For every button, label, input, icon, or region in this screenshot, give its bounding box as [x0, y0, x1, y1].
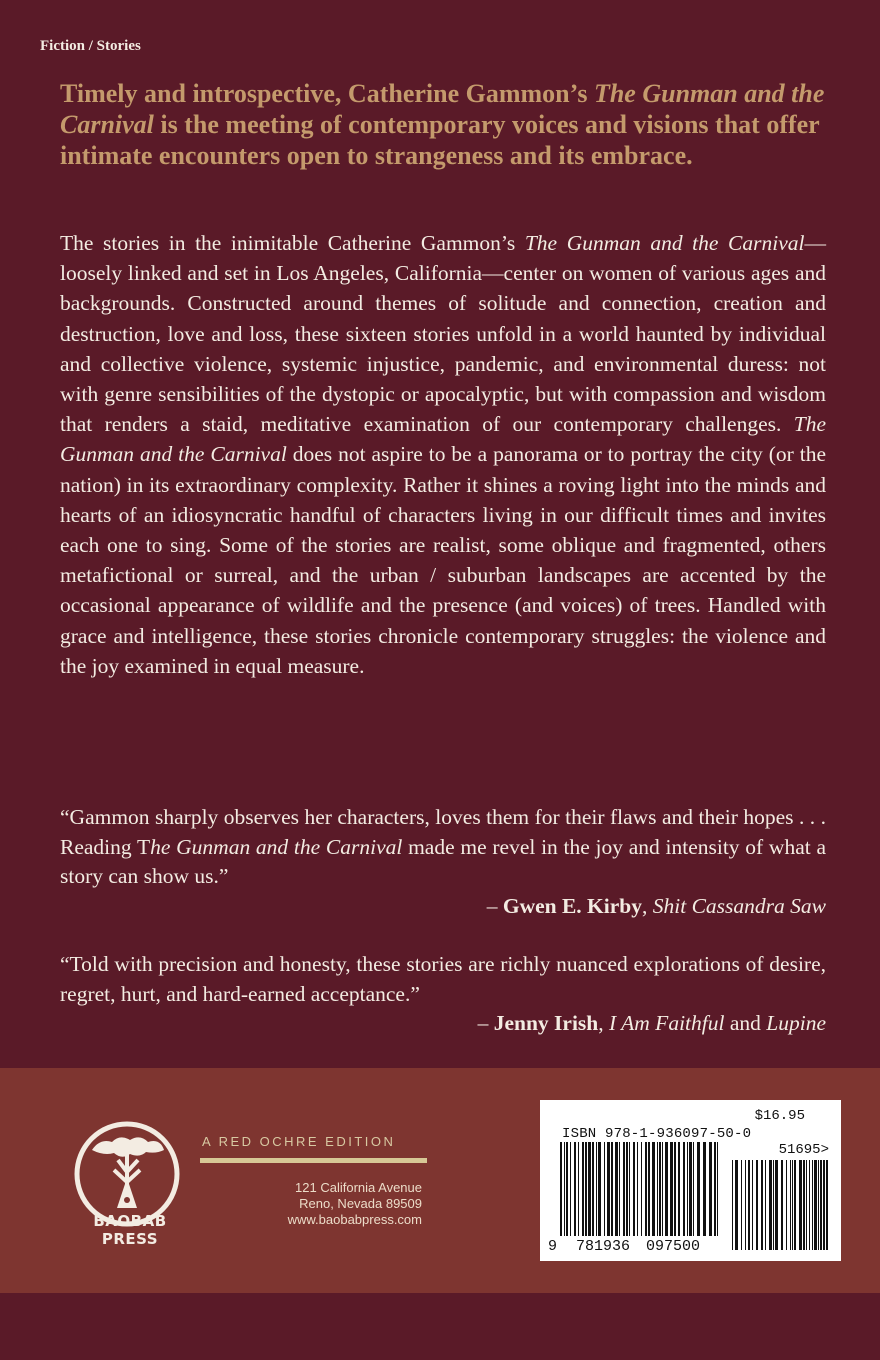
tagline [60, 78, 830, 171]
barcode-bar [709, 1142, 712, 1236]
author-work-1: I Am Faithful [609, 1011, 725, 1035]
barcode-digits-right: 097500 [646, 1238, 701, 1255]
edition-label: A RED OCHRE EDITION [202, 1134, 396, 1149]
barcode-bar [790, 1160, 791, 1250]
publisher-website: www.baobabpress.com [287, 1212, 422, 1227]
barcode-bar [786, 1160, 787, 1250]
barcode-bar [560, 1142, 562, 1236]
tagline-book-title: The Gunman and the Carnival [60, 79, 825, 139]
barcode-panel [540, 1100, 841, 1261]
attribution-and: and [724, 1011, 767, 1035]
barcode-bar [641, 1142, 642, 1236]
address-street: 121 California Avenue [295, 1180, 422, 1195]
barcode-bar [775, 1160, 778, 1250]
isbn-number: ISBN 978-1-936097-50-0 [562, 1126, 752, 1142]
barcode-bar [574, 1142, 576, 1236]
author-work-2: Lupine [766, 1011, 826, 1035]
blurb-book-title-2: The Gunman and the Carnival [60, 412, 826, 467]
barcode-bar [693, 1142, 694, 1236]
bottom-strip [0, 1293, 880, 1360]
quote-text-end: made me revel in the joy and intensity of what a story can show us.” [60, 834, 826, 888]
barcode-bar [652, 1142, 655, 1236]
barcode-bar [818, 1160, 819, 1250]
barcode-bar [607, 1142, 610, 1236]
barcode-bar [683, 1142, 685, 1236]
barcode-bar [748, 1160, 750, 1250]
barcode-bar [773, 1160, 774, 1250]
barcode-bar [732, 1160, 733, 1250]
barcode-bar [799, 1160, 802, 1250]
blurb-part-1: The stories in the inimitable Catherine Gammon’s [60, 231, 525, 255]
edition-divider [200, 1158, 427, 1163]
barcode-bar [674, 1142, 676, 1236]
barcode-bar [806, 1160, 807, 1250]
author-work: Shit Cassandra Saw [652, 893, 826, 918]
barcode-bar [826, 1160, 828, 1250]
category-label: Fiction / Stories [40, 38, 141, 54]
quote-attribution [60, 892, 826, 922]
quote-attribution [60, 1009, 826, 1039]
quote-text: “Told with precision and honesty, these stories are richly nuanced explorations of desire, regret, hurt, and hard-earned acceptance.” [60, 952, 826, 1006]
barcode-bar [756, 1160, 758, 1250]
barcode-bar [697, 1142, 700, 1236]
barcode-bar [578, 1142, 579, 1236]
quote-text-start: “Gammon sharply observes her characters, loves them for their flaws and their hopes . . . Reading T [60, 805, 826, 859]
barcode-bar [611, 1142, 613, 1236]
barcode-bar [619, 1142, 620, 1236]
price: $16.95 [754, 1108, 805, 1124]
barcode-bar [820, 1160, 822, 1250]
barcode-bar [633, 1142, 635, 1236]
barcode-bar [689, 1142, 692, 1236]
attribution-separator: , [642, 893, 653, 918]
blurb-part-3: does not aspire to be a panorama or to portray the city (or the nation) in its extraordinary complexity. Rather it shines a roving light into the minds and hearts of an idiosyncratic handful of characters living in our difficult times and invites each one to sing. Some of the stories are realist, some oblique and fragmented, others metafictional or surreal, and the urban / suburban landscapes are accented by the occasional appearance of wildlife and the presence (and voices) of trees. Handled with grace and intelligence, these stories chronicle contemporary struggles: the violence and the joy examined in equal measure. [60, 442, 826, 678]
attribution-separator: , [598, 1011, 609, 1035]
barcode-bar [570, 1142, 571, 1236]
barcode-bar [604, 1142, 605, 1236]
blurb-book-title-1: The Gunman and the Carnival [524, 231, 805, 255]
isbn-barcode [540, 1100, 841, 1261]
barcode-bar [823, 1160, 825, 1250]
barcode-bar [648, 1142, 650, 1236]
barcode-bar [588, 1142, 591, 1236]
quote-author: Jenny Irish [493, 1011, 599, 1035]
barcode-bar [765, 1160, 766, 1250]
barcode-bar [592, 1142, 594, 1236]
barcode-digit-lead: 9 [548, 1238, 558, 1255]
barcode-bar [745, 1160, 746, 1250]
barcode-bar [645, 1142, 647, 1236]
address-city: Reno, Nevada 89509 [299, 1196, 422, 1211]
publisher-logo-text: BAOBAB PRESS [93, 1212, 167, 1248]
barcode-bar [566, 1142, 568, 1236]
barcode-bar [598, 1142, 601, 1236]
barcode-bar [629, 1142, 630, 1236]
barcode-bar [662, 1142, 663, 1236]
tagline-text-start: Timely and introspective, Catherine Gammon’s [60, 79, 594, 108]
book-description [60, 228, 826, 681]
barcode-bar [752, 1160, 753, 1250]
barcode-bar [812, 1160, 813, 1250]
barcode-bar [717, 1142, 718, 1236]
barcode-bar [564, 1142, 565, 1236]
barcode-bar [809, 1160, 810, 1250]
barcode-bar [670, 1142, 673, 1236]
barcode-bar [582, 1142, 584, 1236]
barcode-bar [792, 1160, 793, 1250]
review-quote-irish [60, 950, 826, 1039]
barcode-bar [703, 1142, 706, 1236]
barcode-bar [769, 1160, 772, 1250]
barcode-bar [596, 1142, 597, 1236]
barcode-bar [665, 1142, 668, 1236]
attribution-dash: – [486, 893, 503, 918]
barcode-bar [585, 1142, 587, 1236]
quote-author: Gwen E. Kirby [502, 893, 643, 918]
price-addon-code: 51695> [778, 1142, 829, 1158]
barcode-bar [781, 1160, 783, 1250]
blurb-part-2: —loosely linked and set in Los Angeles, California—center on women of various ages and backgrounds. Constructed around themes of solitude and connection, creation and destruction, love and loss, these sixteen stories unfold in a world haunted by individual and collective violence, systemic injustice, pandemic, and environmental duress: not with genre sensibilities of the dystopic or apocalyptic, but with compassion and wisdom that renders a staid, meditative examination of our contemporary challenges. [60, 231, 826, 437]
barcode-bar [714, 1142, 716, 1236]
barcode-bar [678, 1142, 680, 1236]
barcode-bar [814, 1160, 817, 1250]
barcode-bar [637, 1142, 638, 1236]
barcode-bar [657, 1142, 658, 1236]
barcode-bar [615, 1142, 618, 1236]
barcode-bar [794, 1160, 796, 1250]
barcode-bar [735, 1160, 738, 1250]
publisher-address [226, 1180, 422, 1228]
tagline-text-end: is the meeting of contemporary voices and visions that offer intimate encounters open to strangeness and its embrace. [60, 110, 820, 170]
barcode-bar [687, 1142, 688, 1236]
barcode-bar [626, 1142, 628, 1236]
barcode-bar [803, 1160, 805, 1250]
attribution-dash: – [477, 1011, 494, 1035]
barcode-bar [741, 1160, 742, 1250]
review-quote-kirby [60, 803, 826, 921]
quote-book-title: he Gunman and the Carnival [150, 834, 403, 859]
barcode-bar [761, 1160, 763, 1250]
barcode-bar [623, 1142, 625, 1236]
barcode-digits-left: 781936 [576, 1238, 631, 1255]
barcode-bar [659, 1142, 661, 1236]
